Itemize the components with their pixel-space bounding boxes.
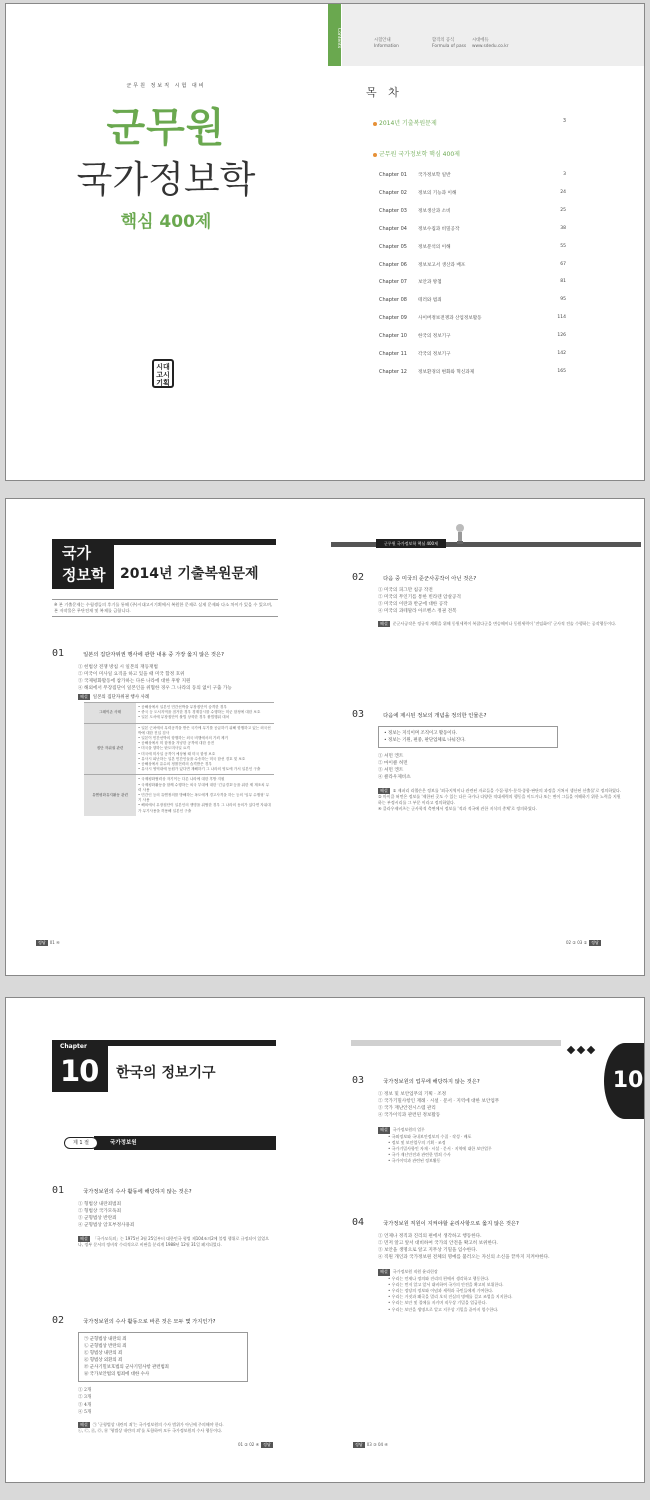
question-options bbox=[378, 753, 632, 781]
explanation: 해설 준군사공작은 정규적 계획을 위해 동원세력이 복잡다군을 변승해이나 동원세력이 '전임화이' 군사적 전술 수행하는 공작행동이다. bbox=[380, 621, 617, 627]
option[interactable]: ④ 군형법상 암호부정사용죄 bbox=[78, 1223, 135, 1229]
cover-title-3: 핵심 400제 bbox=[120, 212, 212, 232]
toc-chapter-row[interactable] bbox=[379, 297, 566, 305]
chapter-number: Chapter 12 bbox=[379, 368, 407, 375]
question-number: 01 bbox=[52, 648, 65, 659]
answer-footer-right: 02 ② 03 ① 정답 bbox=[566, 940, 599, 945]
toc-chapter-row[interactable] bbox=[379, 351, 566, 359]
chapter-title: 정보의 기능과 이해 bbox=[418, 190, 457, 196]
mascot-icon bbox=[455, 523, 465, 545]
chapter-page: 114 bbox=[557, 315, 566, 321]
chapter-box: Chapter 10 bbox=[52, 1040, 108, 1092]
question-01 bbox=[52, 641, 278, 692]
option[interactable]: ② 형법상 국가모독죄 bbox=[78, 1209, 122, 1215]
section-header: 국가정보원 제 1 절 bbox=[64, 1136, 276, 1150]
bullet-icon bbox=[373, 153, 377, 157]
question-options bbox=[378, 587, 632, 615]
chapter-page: 3 bbox=[563, 172, 566, 177]
cover-title-1: 군무원 bbox=[106, 105, 226, 151]
question-text: 국가정보원의 수사 활동으로 바른 것은 모두 몇 가지인가? bbox=[83, 1319, 216, 1325]
toc-chapter-row[interactable] bbox=[379, 279, 566, 287]
explanation: 해설 ㉠ '군형법상 내란의 죄'는 국가정보원의 수사 범위가 아닌에 주의해야 한다. ㉡, ㉢, ㉣, ㉤, ㉥ '형법상 내란의 죄'를 포함하여 모두 국가정보원의 수사 행동이다. bbox=[78, 1421, 224, 1433]
title-bar bbox=[114, 539, 276, 545]
chapter-title: 각국의 정보기구 bbox=[418, 352, 451, 357]
question-text: 국가정보원의 업무에 해당하지 않는 것은? bbox=[383, 1079, 480, 1085]
explanation: 해설 국가정보원 직원 윤리헌장 • 우리는 언제나 정의와 진리의 편에서 생각하고 행동한다. • 우리는 먼저 알고 앞서 대비하여 국가의 안전을 확고히 보위한다. • 우리는 정당의 정보와 이념과 세력과 국민들에게 기여한다. • 우리는 거짓과 왜곡을 멀리 오직 진실의 명예를 걸고 조업을 지지한다. • 우리는 보안 및 절에를 지키며 직무상 기밀을 업급한다. • 우리는 보안을 생명으로 알고 지무상 기밀을 끝까지 엄수한다. bbox=[380, 1269, 513, 1312]
option[interactable]: ① 미국의 피그만 침공 작전 bbox=[378, 588, 433, 593]
diamond-icon bbox=[577, 1046, 585, 1054]
cover-kicker: 군무원 정보직 시험 대비 bbox=[126, 83, 206, 89]
question-text: 다음에 제시된 정보의 개념을 정의한 인물은? bbox=[383, 713, 487, 719]
chapter-page: 38 bbox=[560, 225, 566, 231]
option[interactable]: ③ 국제평화활동에 참가하는 다른 나라에 대한 후방 지원 bbox=[78, 679, 191, 685]
chapter-number: Chapter 04 bbox=[379, 225, 407, 232]
toc-chapter-row[interactable] bbox=[379, 244, 566, 252]
option[interactable]: ② 3개 bbox=[78, 1395, 92, 1401]
chapter-number: Chapter 08 bbox=[379, 297, 407, 304]
option[interactable]: ③ 국가 재난안전시스템 관리 bbox=[378, 1106, 436, 1112]
chapter-title: 테러와 범죄 bbox=[418, 298, 442, 304]
spread-cover-toc bbox=[5, 3, 645, 481]
book-title-tab: 군무원 국가정보학 핵심 400제 bbox=[376, 539, 446, 548]
question-options bbox=[78, 1201, 278, 1229]
chapter-title: 한국의 정보기구 bbox=[418, 334, 451, 340]
chapter-number: Chapter 03 bbox=[379, 207, 407, 214]
option[interactable]: ④ 국가이익과 관련된 정보활동 bbox=[378, 1113, 441, 1119]
option[interactable]: ② 미국이 미사일 요격을 하고 있을 때 미국 함정 호위 bbox=[78, 672, 185, 678]
header-col: 합격의 공식 Formula of pass bbox=[432, 38, 467, 50]
table-row: 집단 자위권 관련 • 일본 근처에서 무력공격을 받은 국가에 무기를 공급하기 위해 항행하고 있는 외국선박에 대한 진입 검사 • 일본이 민간선박의 항행하는 외국 비행에서의 기뢰 제거 • 공해상에서 미 함정을 겨냥한 공격에 대한 응전 • 미국을 향하는 탄도미사일 요격 • 미국에 미사일 공격이 예상될 때 미국 함정 보호 • 유사시 피난하는 일본 민간인들을 수송하는 미국 함선 경호 및 보호 • 공해상에서 유수의 정찰전력의 습격받은 경우 • 유사시 영역내에 동원가 있다면 재해하기 그 나라의 영토에 가서 일본인 구출 bbox=[84, 723, 274, 775]
chapter-page: 55 bbox=[560, 243, 566, 249]
quote-box: • 정보는 지식이며 조직이고 활동이다. • 정보는 기원, 편중, 판단업체로 나눠진다. bbox=[378, 726, 558, 748]
question-number: 01 bbox=[52, 1185, 65, 1196]
toc-chapter-row[interactable] bbox=[379, 208, 566, 216]
option[interactable]: ① 헌법상 전쟁 방침 시 일본의 재등재법 bbox=[78, 665, 158, 670]
question-number: 04 bbox=[352, 1217, 365, 1228]
option[interactable]: ④ 5개 bbox=[78, 1409, 92, 1415]
question-01 bbox=[52, 1178, 278, 1248]
header-col: 시대에듀 www.sdedu.co.kr bbox=[472, 38, 509, 50]
question-options bbox=[378, 1091, 602, 1119]
contents-tab: Contents bbox=[328, 4, 341, 66]
chapter-page: 95 bbox=[560, 297, 566, 303]
option[interactable]: ③ 4개 bbox=[78, 1402, 92, 1408]
option[interactable]: ② 미국의 무인기를 통한 빈라덴 암살공격 bbox=[378, 595, 461, 601]
chapter-title: 정보생산과 소비 bbox=[418, 208, 451, 214]
toc-chapter-row[interactable] bbox=[379, 172, 566, 180]
question-text: 일본의 집단자위권 행사에 관한 내용 중 가장 옳지 않은 것은? bbox=[83, 652, 224, 658]
toc-chapter-row[interactable] bbox=[379, 315, 566, 323]
diamond-icon bbox=[567, 1046, 575, 1054]
question-text: 국가정보원 직원이 지켜야할 윤리사항으로 옳지 않은 것은? bbox=[383, 1221, 519, 1227]
explanation: 해설 국가정보원의 업무 • 국외정보와 국내보안정보의 수집 · 작성 · 배포 • 정보 및 보안업무의 기획 · 조정 • 국가기밀사항인 자재 · 시설 · 문서 · 지역에 대한 보안업무 • 국가 재난안전과 관련한 범죄 수사 • 국가이익과 관련된 정보활동 bbox=[380, 1127, 492, 1164]
question-options bbox=[78, 1387, 278, 1415]
seal-text: 시대 고시 기획 bbox=[156, 363, 170, 387]
option[interactable]: ④ 해외에서 무장집단이 일본인을 위협한 경우 그 나라의 동의 없이 구출 가능 bbox=[78, 686, 232, 692]
option[interactable]: ② 먼저 알고 앞서 대비하여 국가의 안전을 확고히 보위한다. bbox=[378, 1241, 498, 1247]
option[interactable]: ④ 클라우제비츠 bbox=[378, 775, 411, 781]
explanation: 해설 「국가모독죄」는 1975년 3월 25일부터 대한민국 형법 제104조의2에 불법 행위로 규정되어 있었으나, 정부 문서의 정비작 수리적으로 비판을 분리계 1988년 12월 31일 폐지되었다. bbox=[78, 1236, 269, 1248]
chapter-page: 165 bbox=[557, 368, 566, 374]
diamond-icon bbox=[587, 1046, 595, 1054]
chapter-title: 정보보고서 생산과 배포 bbox=[418, 262, 466, 268]
chapter-number: Chapter 07 bbox=[379, 279, 407, 286]
question-03 bbox=[352, 702, 632, 812]
chapter-page: 126 bbox=[557, 333, 566, 339]
answer-footer-left: 정답 01 ④ bbox=[38, 940, 60, 945]
toc-chapter-row[interactable] bbox=[379, 226, 566, 234]
option[interactable]: ① 언제나 정직과 진리의 편에서 생각하고 행동한다. bbox=[378, 1234, 482, 1239]
bullet-icon bbox=[373, 122, 377, 126]
chapter-number: Chapter 11 bbox=[379, 351, 407, 357]
chapter-number: Chapter 09 bbox=[379, 315, 407, 322]
toc-chapter-row[interactable] bbox=[379, 333, 566, 341]
option[interactable]: ③ 셔먼 켄트 bbox=[378, 768, 404, 774]
header-col: 시험안내 Information bbox=[374, 38, 399, 50]
chapter-page: 25 bbox=[560, 207, 566, 213]
subject-box: 국가 정보학 bbox=[52, 539, 114, 589]
publisher-seal-logo bbox=[152, 359, 174, 388]
option[interactable]: ② 국가기밀사항인 재례 · 시설 · 문서 · 지역에 대한 보안업무 bbox=[378, 1099, 500, 1105]
table-row: 그레이존 사태 • 공해상에서 일본인 민간선박을 무장집단이 습격한 경우 • 중국 등 도서지역을 점거한 경우 경계감시를 수행하는 미군 함정에 대한 보호 • 일본 도서에 무장집단이 불법 상륙한 경우 불법행위 대처 bbox=[84, 703, 274, 724]
question-text: 국가정보원의 수사 활동에 해당하지 않는 것은? bbox=[83, 1189, 192, 1195]
question-options bbox=[78, 664, 278, 692]
question-number: 03 bbox=[352, 709, 365, 720]
question-02 bbox=[52, 1308, 278, 1434]
chapter-page: 67 bbox=[560, 261, 566, 267]
chapter-number: Chapter 01 bbox=[379, 172, 407, 178]
toc-title: 목 차 bbox=[366, 86, 403, 99]
table-caption: 해설 일본의 집단자위권 행사 사례 bbox=[80, 694, 150, 700]
explanation-table bbox=[84, 702, 274, 816]
cover-title-2: 국가정보학 bbox=[76, 158, 256, 201]
toc-section-1[interactable]: 2014년 기출복원문제 3 bbox=[373, 118, 566, 127]
spread-exam-2014 bbox=[5, 498, 645, 976]
question-text: 다음 중 미국의 준군사공작이 아닌 것은? bbox=[383, 576, 477, 582]
contents-header bbox=[342, 4, 645, 66]
option[interactable]: ② 마이클 허먼 bbox=[378, 761, 408, 767]
chapter-number: Chapter 06 bbox=[379, 261, 407, 268]
option[interactable]: ① 셔먼 켄트 bbox=[378, 754, 404, 760]
option[interactable]: ③ 보안을 생명으로 알고 지무상 기밀을 임수한다. bbox=[378, 1248, 478, 1254]
chapter-title: 정보수집과 비밀공작 bbox=[418, 226, 460, 232]
chapter-page: 142 bbox=[557, 351, 566, 356]
option[interactable]: ④ 미국의 과테말라 아르벤스 정권 전복 bbox=[378, 609, 457, 615]
chapter-page: 24 bbox=[560, 189, 566, 195]
question-number: 03 bbox=[352, 1075, 365, 1086]
option[interactable]: ④ 직원 개인과 국가정보원 전체의 명예를 불러오는 자신의 소신을 끝까지 지켜야한다. bbox=[378, 1255, 550, 1261]
answer-footer-left: 01 ② 02 ④ 정답 bbox=[238, 1442, 271, 1447]
diamond-decor bbox=[566, 1038, 596, 1057]
copyright-note: ※ 본 기출문제는 수험생들의 후기를 통해 (주)시대고시기획에서 복원한 문제로 실제 문제와 다소 차이가 있을 수 있으며, 본 저작물은 무단전재 및 복제를 금합니다. bbox=[52, 599, 278, 617]
chapter-title: 한국의 정보기구 bbox=[116, 1065, 216, 1081]
option[interactable]: ① 정보 및 보안업무의 기획 · 조정 bbox=[378, 1092, 447, 1097]
chapter-number: Chapter 10 bbox=[379, 333, 407, 340]
chapter-title: 국가정보학 일반 bbox=[418, 173, 451, 178]
option[interactable]: ① 2개 bbox=[78, 1388, 92, 1394]
answer-footer-right: 정답 03 ③ 04 ④ bbox=[355, 1442, 388, 1447]
toc-chapter-row[interactable] bbox=[379, 262, 566, 270]
explanation: 해설 ① 제퍼리 리첼슨은 정보를 '외국지역이나 관련된 자료들을 수집·평가·분석·종합·판단의 과정을 거쳐서 생산된 산출물'로 정의하였다. ② 마이클 허먼은 정보를 '제한된 곳도 수 있는 다른 국가나 다양한 적대세력의 행동을 이드거나 또는 변이 그들을 이해하기 위한 노력을 지원하는 부정시리를 그 부문 이라고 정의하였다. ④ 클라우제비츠는 군사학적 측면에서 정보를 '적과 적국에 관한 지식의 총체'로 정의하였다. bbox=[378, 787, 622, 811]
chapter-number: Chapter 05 bbox=[379, 243, 407, 250]
option[interactable]: ③ 군형법상 반란죄 bbox=[78, 1216, 117, 1222]
question-options bbox=[378, 1233, 614, 1261]
chapter-title: 사이버정보전쟁과 산업정보활동 bbox=[418, 316, 482, 322]
question-number: 02 bbox=[352, 572, 365, 583]
toc-chapter-row[interactable] bbox=[379, 369, 566, 377]
spread-chapter-10 bbox=[5, 997, 645, 1483]
toc-section-2[interactable]: 군무원 국가정보학 핵심 400제 bbox=[373, 149, 566, 158]
question-02 bbox=[352, 565, 632, 627]
chapter-title: 정보분석의 이해 bbox=[418, 244, 451, 250]
chapter-tab: 10 bbox=[604, 1043, 645, 1119]
chapter-title: 보안과 방첩 bbox=[418, 280, 442, 286]
title-bar bbox=[108, 1040, 276, 1046]
chapter-number: Chapter 02 bbox=[379, 189, 407, 196]
question-04 bbox=[352, 1210, 614, 1313]
toc-chapter-row[interactable] bbox=[379, 190, 566, 198]
option[interactable]: ① 형법상 내란죄범죄 bbox=[78, 1202, 122, 1207]
statement-box: ㉠ 군형법상 내란의 죄 ㉡ 군형법상 반란의 죄 ㉢ 형법상 내란의 죄 ㉣ 형법상 외환의 죄 ㉤ 군사기밀보호법의 군사기밀사항 관련범죄 ㉥ 국가보안법의 범죄에 대한 수사 bbox=[78, 1332, 248, 1382]
table-row: 유엔평화유지활동 관련 • 국제평화협력상 자기이는 다른 나라에 대한 후방 지원 • 국제평화활동을 함께 수행하는 외국 부대에 대한 '긴급경호'등을 위한 제 재조치 무력 사용 • 민간인 등의 유엔정의를 방해하는 폭도에게 경고사격을 하는 등의 '임무 수행형' 무기 사용 • 해외에서 무장집단이 일본인의 생명을 위협한 경우 그 나라의 동의가 있다면 자위대가 무기사용을 허용해 일본인 구출 bbox=[84, 775, 274, 816]
chapter-page: 81 bbox=[560, 279, 566, 285]
page-title: 2014년 기출복원문제 bbox=[120, 566, 259, 582]
header-bar bbox=[351, 1040, 561, 1046]
option[interactable]: ③ 미국의 이란과 반군에 대한 공작 bbox=[378, 602, 448, 608]
question-03 bbox=[352, 1068, 602, 1165]
question-number: 02 bbox=[52, 1315, 65, 1326]
chapter-title: 정보환경의 변화와 혁신과제 bbox=[418, 369, 475, 375]
